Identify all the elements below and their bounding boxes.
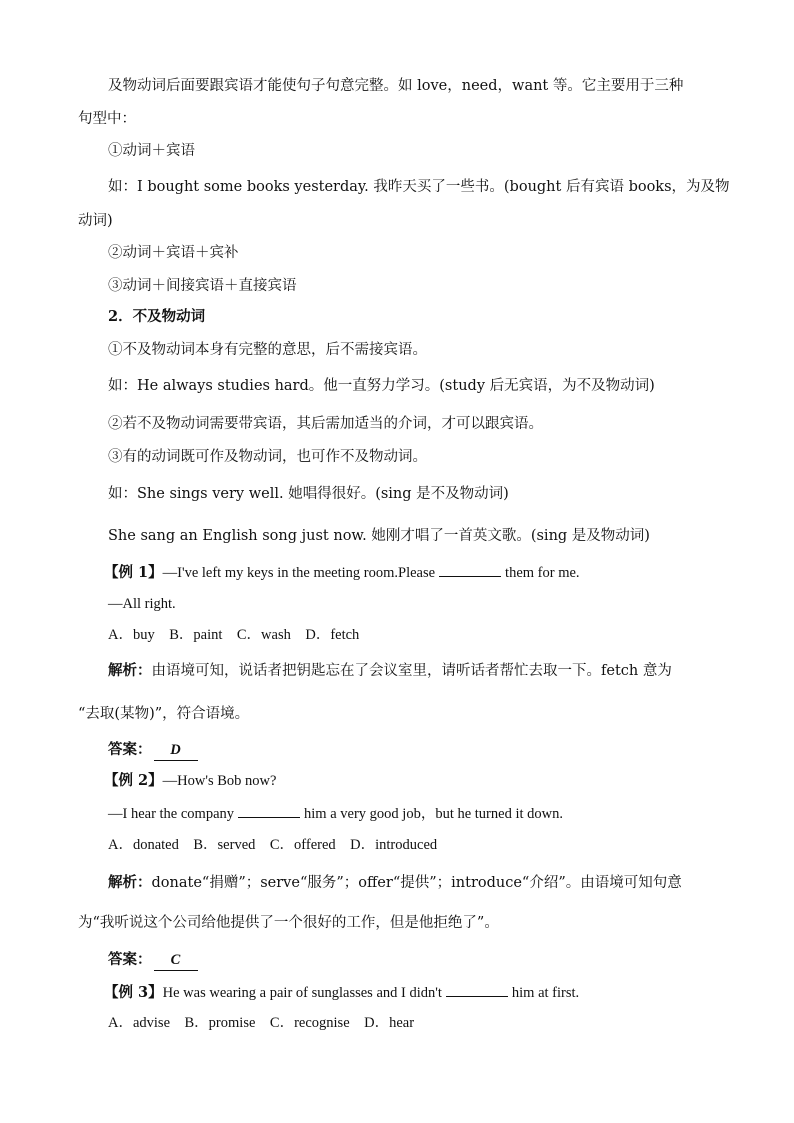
intransitive-example-1: 如：He always studies hard。他一直努力学习。(study 后无宾语，为不及物动词) — [108, 378, 655, 394]
example-2-analysis-line-2: 为“我听说这个公司给他提供了一个很好的工作，但是他拒绝了”。 — [78, 915, 499, 931]
example-2-line-2 — [108, 803, 563, 824]
example-1-question-end: them for me. — [505, 565, 580, 581]
example-3-question-start: He was wearing a pair of sunglasses and I didn't — [162, 985, 442, 1001]
example-1-answer-row — [108, 740, 198, 761]
intransitive-rule-1: ①不及物动词本身有完整的意思，后不需接宾语。 — [108, 342, 427, 358]
example-3-question-end: him at first. — [511, 985, 580, 1001]
example-2-answer-row — [108, 950, 198, 971]
intransitive-rule-2: ②若不及物动词需要带宾语，其后需加适当的介词，才可以跟宾语。 — [108, 416, 543, 432]
transitive-pattern-2: ②动词＋宾语＋宾补 — [108, 245, 239, 261]
example-1-blank — [439, 562, 501, 577]
example-1-analysis-line-2: “去取(某物)”，符合语境。 — [78, 706, 250, 722]
transitive-example-line-1: 如：I bought some books yesterday. 我昨天买了一些书。(bought 后有宾语 books，为及物 — [108, 179, 730, 195]
example-1-analysis-label: 解析： — [108, 662, 152, 679]
example-2-question — [104, 771, 276, 791]
example-2-answer-label: 答案： — [108, 951, 152, 968]
intro-line-2: 句型中： — [78, 111, 136, 127]
example-2-analysis-text: donate“捐赠”；serve“服务”；offer“提供”；introduce“介绍”。由语境可知句意 — [151, 875, 682, 891]
transitive-pattern-3: ③动词＋间接宾语＋直接宾语 — [108, 278, 297, 294]
example-2-blank — [238, 803, 300, 818]
intransitive-example-2: 如：She sings very well. 她唱得很好。(sing 是不及物动词) — [108, 486, 509, 502]
example-1-question-start: —I've left my keys in the meeting room.Please — [162, 565, 436, 581]
example-2-line-2-start: —I hear the company — [108, 806, 235, 822]
intransitive-example-3: She sang an English song just now. 她刚才唱了一首英文歌。(sing 是及物动词) — [108, 528, 650, 544]
example-2-label: 【例 2】 — [104, 772, 163, 789]
example-1-answer-label: 答案： — [108, 741, 152, 758]
example-3-blank — [446, 982, 508, 997]
intro-line-1: 及物动词后面要跟宾语才能使句子句意完整。如 love，need，want 等。它主要用于三种 — [108, 78, 684, 94]
example-3-question — [104, 982, 579, 1003]
example-2-answer: C — [154, 950, 198, 971]
example-1-answer: D — [154, 740, 198, 761]
example-1-options: A．buy B．paint C．wash D．fetch — [108, 627, 360, 643]
transitive-pattern-1: ①动词＋宾语 — [108, 143, 195, 159]
example-2-question-text: —How's Bob now? — [162, 773, 277, 789]
transitive-example-line-2: 动词) — [78, 213, 113, 229]
example-1-analysis-text: 由语境可知，说话者把钥匙忘在了会议室里，请听话者帮忙去取一下。fetch 意为 — [151, 663, 672, 679]
example-1-label: 【例 1】 — [104, 564, 163, 581]
intransitive-heading: 2．不及物动词 — [108, 308, 206, 325]
example-2-line-2-end: him a very good job，but he turned it down. — [304, 806, 563, 822]
example-2-options: A．donated B．served C．offered D．introduced — [108, 837, 438, 853]
example-3-options: A．advise B．promise C．recognise D．hear — [108, 1015, 415, 1031]
example-2-analysis-label: 解析： — [108, 874, 152, 891]
example-1-analysis-line-1 — [108, 661, 672, 681]
intransitive-rule-3: ③有的动词既可作及物动词，也可作不及物动词。 — [108, 449, 427, 465]
example-1-question — [104, 562, 580, 583]
example-2-analysis-line-1 — [108, 873, 682, 893]
example-1-reply: —All right. — [108, 596, 176, 612]
example-3-label: 【例 3】 — [104, 984, 163, 1001]
